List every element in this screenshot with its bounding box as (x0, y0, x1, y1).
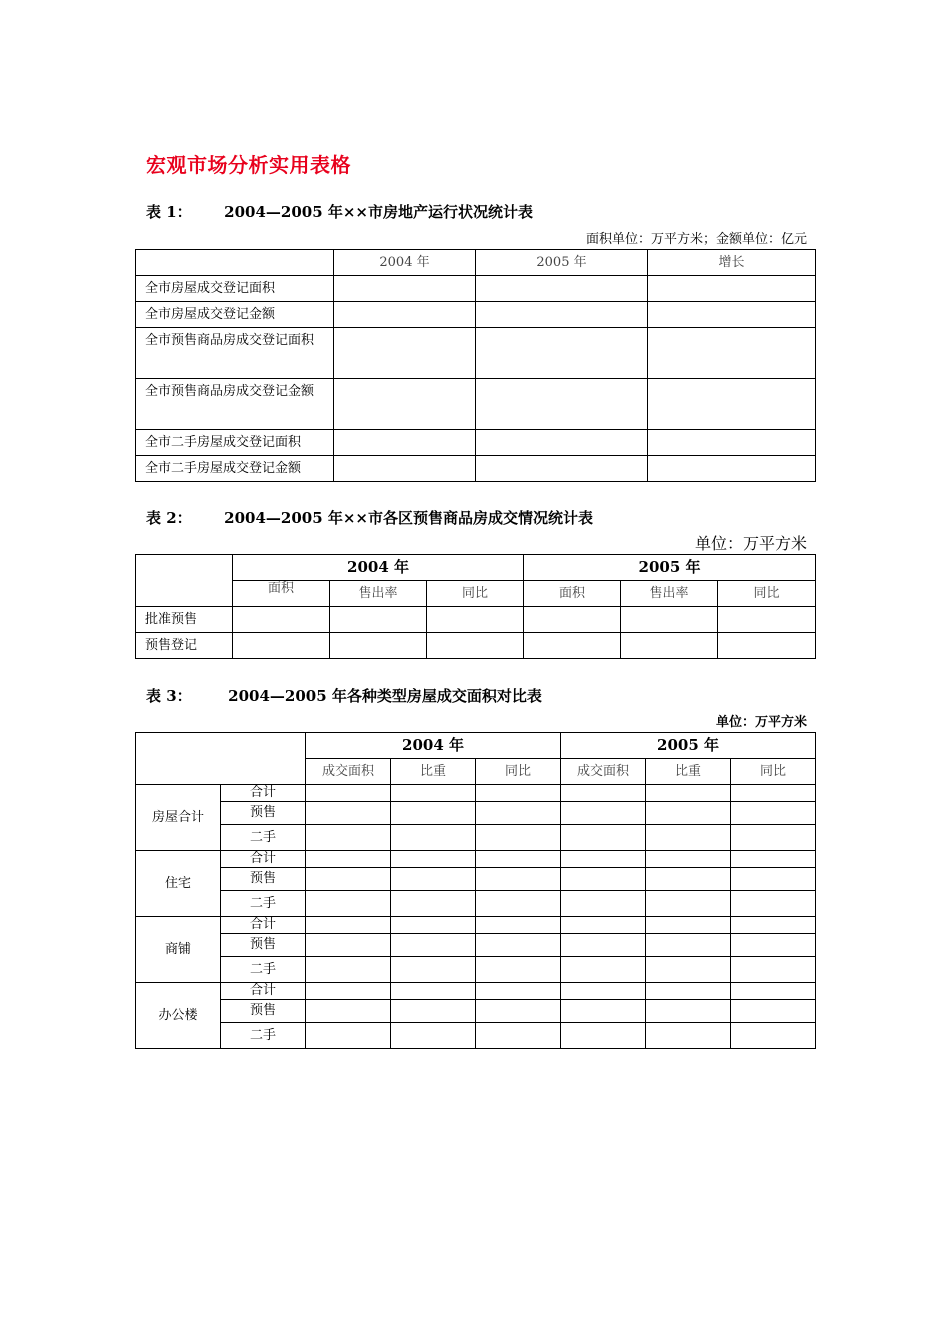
data-cell (561, 802, 646, 825)
subrow-label: 合计 (221, 785, 306, 802)
data-cell (731, 1023, 816, 1049)
table3-sub-yoy-2004: 同比 (476, 759, 561, 785)
table-row (136, 456, 816, 482)
data-cell (646, 934, 731, 957)
data-cell (391, 868, 476, 891)
subrow-label: 合计 (221, 851, 306, 868)
data-cell (391, 825, 476, 851)
table1-header-row (136, 250, 816, 276)
table3-year-2005: 2005 年 (561, 733, 816, 759)
data-cell (561, 1000, 646, 1023)
data-cell (646, 785, 731, 802)
table1-corner-cell (136, 250, 334, 276)
data-cell (391, 785, 476, 802)
table2-year-row (136, 555, 816, 581)
data-cell (476, 983, 561, 1000)
subrow-label: 合计 (221, 983, 306, 1000)
data-cell (476, 276, 648, 302)
table2-sub-yoy-2005: 同比 (718, 581, 816, 607)
data-cell (306, 825, 391, 851)
data-cell (476, 328, 648, 379)
data-cell (330, 633, 427, 659)
subrow-label: 预售 (221, 1000, 306, 1023)
table-row (136, 1023, 816, 1049)
data-cell (233, 633, 330, 659)
data-cell (561, 851, 646, 868)
table3-caption-number: 表 3： (146, 687, 192, 705)
data-cell (334, 379, 476, 430)
data-cell (306, 983, 391, 1000)
data-cell (306, 1000, 391, 1023)
table-row (136, 957, 816, 983)
subrow-label: 预售 (221, 934, 306, 957)
table2-year-2005: 2005 年 (524, 555, 816, 581)
table3-unit: 单位：万平方米 (715, 715, 807, 730)
table-row (136, 1000, 816, 1023)
table2-caption (146, 507, 593, 528)
subrow-label: 预售 (221, 802, 306, 825)
data-cell (731, 957, 816, 983)
data-cell (330, 607, 427, 633)
data-cell (476, 430, 648, 456)
data-cell (648, 276, 816, 302)
data-cell (718, 633, 816, 659)
data-cell (731, 891, 816, 917)
data-cell (306, 934, 391, 957)
data-cell (476, 802, 561, 825)
table2-caption-number: 表 2： (146, 509, 192, 527)
table-row (136, 785, 816, 802)
data-cell (731, 868, 816, 891)
row-label: 全市房屋成交登记面积 (136, 276, 334, 302)
data-cell (476, 851, 561, 868)
subrow-label: 预售 (221, 868, 306, 891)
data-cell (334, 302, 476, 328)
data-cell (621, 633, 718, 659)
table3-caption (146, 685, 542, 706)
page-title: 宏观市场分析实用表格 (146, 153, 351, 177)
data-cell (334, 456, 476, 482)
table2-corner-cell (136, 555, 233, 607)
row-label: 批准预售 (136, 607, 233, 633)
data-cell (306, 785, 391, 802)
table-row (136, 983, 816, 1000)
data-cell (646, 851, 731, 868)
table1-header-2005: 2005 年 (476, 250, 648, 276)
data-cell (561, 934, 646, 957)
data-cell (561, 983, 646, 1000)
data-cell (306, 1023, 391, 1049)
data-cell (648, 456, 816, 482)
data-cell (561, 825, 646, 851)
table1-unit: 面积单位：万平方米；金额单位：亿元 (585, 232, 807, 247)
data-cell (476, 917, 561, 934)
row-label: 预售登记 (136, 633, 233, 659)
data-cell (233, 607, 330, 633)
data-cell (306, 851, 391, 868)
data-cell (306, 957, 391, 983)
data-cell (391, 934, 476, 957)
table-row (136, 633, 816, 659)
data-cell (334, 276, 476, 302)
row-label: 全市预售商品房成交登记面积 (136, 328, 334, 379)
data-cell (731, 934, 816, 957)
table-row (136, 302, 816, 328)
table2-sub-rate-2004: 售出率 (330, 581, 427, 607)
table2-year-2004: 2004 年 (233, 555, 524, 581)
table3-sub-share-2005: 比重 (646, 759, 731, 785)
data-cell (391, 917, 476, 934)
row-label: 全市预售商品房成交登记金额 (136, 379, 334, 430)
table-row (136, 868, 816, 891)
table3-corner-cell (136, 733, 306, 785)
data-cell (561, 917, 646, 934)
table3-sub-area-2004: 成交面积 (306, 759, 391, 785)
data-cell (646, 1023, 731, 1049)
data-cell (646, 983, 731, 1000)
data-cell (731, 802, 816, 825)
table2-sub-yoy-2004: 同比 (427, 581, 524, 607)
data-cell (476, 379, 648, 430)
row-label: 全市二手房屋成交登记金额 (136, 456, 334, 482)
data-cell (561, 868, 646, 891)
table2 (135, 554, 816, 659)
data-cell (391, 1023, 476, 1049)
data-cell (646, 825, 731, 851)
table-row (136, 430, 816, 456)
table3 (135, 732, 816, 1049)
data-cell (427, 607, 524, 633)
table-row (136, 851, 816, 868)
table1-caption-text: 2004—2005 年××市房地产运行状况统计表 (224, 203, 533, 221)
data-cell (646, 868, 731, 891)
data-cell (648, 379, 816, 430)
table-row (136, 917, 816, 934)
subrow-label: 二手 (221, 957, 306, 983)
category-label: 房屋合计 (136, 785, 221, 851)
row-label: 全市二手房屋成交登记面积 (136, 430, 334, 456)
data-cell (646, 917, 731, 934)
data-cell (646, 802, 731, 825)
table1-caption (146, 201, 533, 222)
table3-year-row (136, 733, 816, 759)
table1 (135, 249, 816, 482)
table2-sub-area-2004: 面积 (233, 581, 330, 607)
table-row (136, 379, 816, 430)
subrow-label: 合计 (221, 917, 306, 934)
data-cell (718, 607, 816, 633)
data-cell (731, 983, 816, 1000)
data-cell (476, 934, 561, 957)
table2-subheader-row (136, 581, 816, 607)
data-cell (646, 1000, 731, 1023)
subrow-label: 二手 (221, 1023, 306, 1049)
data-cell (524, 607, 621, 633)
data-cell (476, 302, 648, 328)
category-label: 办公楼 (136, 983, 221, 1049)
data-cell (427, 633, 524, 659)
table2-sub-rate-2005: 售出率 (621, 581, 718, 607)
data-cell (476, 891, 561, 917)
data-cell (648, 328, 816, 379)
table2-caption-text: 2004—2005 年××市各区预售商品房成交情况统计表 (224, 509, 593, 527)
data-cell (561, 957, 646, 983)
data-cell (561, 1023, 646, 1049)
row-label: 全市房屋成交登记金额 (136, 302, 334, 328)
category-label: 住宅 (136, 851, 221, 917)
data-cell (391, 802, 476, 825)
data-cell (476, 957, 561, 983)
table3-caption-text: 2004—2005 年各种类型房屋成交面积对比表 (228, 687, 542, 705)
data-cell (731, 1000, 816, 1023)
data-cell (731, 851, 816, 868)
data-cell (476, 1000, 561, 1023)
data-cell (476, 1023, 561, 1049)
table-row (136, 607, 816, 633)
data-cell (731, 917, 816, 934)
table1-caption-number: 表 1： (146, 203, 192, 221)
data-cell (306, 868, 391, 891)
table3-year-2004: 2004 年 (306, 733, 561, 759)
subrow-label: 二手 (221, 891, 306, 917)
data-cell (391, 891, 476, 917)
subrow-label: 二手 (221, 825, 306, 851)
data-cell (476, 456, 648, 482)
data-cell (391, 1000, 476, 1023)
table-row (136, 802, 816, 825)
table-row (136, 934, 816, 957)
data-cell (646, 891, 731, 917)
data-cell (391, 851, 476, 868)
data-cell (646, 957, 731, 983)
data-cell (334, 328, 476, 379)
data-cell (621, 607, 718, 633)
data-cell (648, 430, 816, 456)
data-cell (476, 825, 561, 851)
table-row (136, 328, 816, 379)
data-cell (306, 802, 391, 825)
data-cell (648, 302, 816, 328)
table3-sub-yoy-2005: 同比 (731, 759, 816, 785)
data-cell (391, 983, 476, 1000)
data-cell (731, 825, 816, 851)
category-label: 商铺 (136, 917, 221, 983)
data-cell (561, 891, 646, 917)
data-cell (306, 917, 391, 934)
table3-sub-area-2005: 成交面积 (561, 759, 646, 785)
data-cell (561, 785, 646, 802)
data-cell (334, 430, 476, 456)
data-cell (306, 891, 391, 917)
data-cell (476, 785, 561, 802)
data-cell (391, 957, 476, 983)
data-cell (476, 868, 561, 891)
table3-sub-share-2004: 比重 (391, 759, 476, 785)
data-cell (524, 633, 621, 659)
table-row (136, 276, 816, 302)
table2-unit: 单位：万平方米 (694, 534, 807, 553)
table-row (136, 825, 816, 851)
table2-sub-area-2005: 面积 (524, 581, 621, 607)
table-row (136, 891, 816, 917)
data-cell (731, 785, 816, 802)
table1-header-growth: 增长 (648, 250, 816, 276)
table1-header-2004: 2004 年 (334, 250, 476, 276)
